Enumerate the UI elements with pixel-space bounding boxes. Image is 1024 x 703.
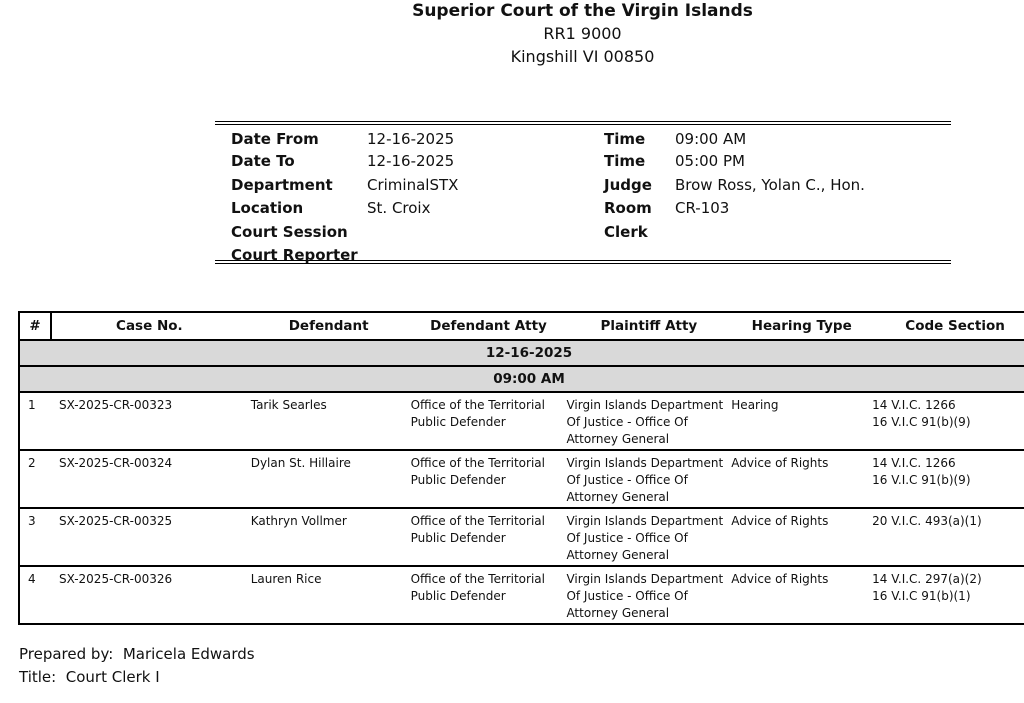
code-section: 14 V.I.C. 297(a)(2) 16 V.I.C 91(b)(1) xyxy=(872,566,1024,624)
time-group-row xyxy=(19,366,1024,392)
prepared-by-name: Maricela Edwards xyxy=(122,645,255,663)
date-group-row xyxy=(19,340,1024,366)
court-name: Superior Court of the Virgin Islands xyxy=(412,1,753,21)
clerk-label: Clerk xyxy=(604,223,648,241)
defendant-atty: Office of the Territorial Public Defender xyxy=(411,508,567,566)
date-from-value: 12-16-2025 xyxy=(367,130,455,148)
col-header-code-section: Code Section xyxy=(872,312,1024,340)
code-section: 14 V.I.C. 1266 16 V.I.C 91(b)(9) xyxy=(872,392,1024,450)
defendant-name: Dylan St. Hillaire xyxy=(247,450,411,508)
table-row xyxy=(19,392,1024,450)
hearing-type: Advice of Rights xyxy=(731,508,872,566)
date-group-label: 12-16-2025 xyxy=(19,340,1024,366)
date-from-label: Date From xyxy=(231,130,319,148)
prepared-by-line xyxy=(19,644,255,664)
defendant-name: Tarik Searles xyxy=(247,392,411,450)
court-address-line1: RR1 9000 xyxy=(543,24,622,43)
time-from-value: 09:00 AM xyxy=(675,130,747,148)
hearing-type: Advice of Rights xyxy=(731,566,872,624)
court-address-line2: Kingshill VI 00850 xyxy=(510,47,655,66)
room-value: CR-103 xyxy=(675,199,730,217)
title-line xyxy=(19,667,160,687)
row-num: 1 xyxy=(19,392,51,450)
date-to-value: 12-16-2025 xyxy=(367,152,455,170)
col-header-defendant: Defendant xyxy=(247,312,411,340)
location-label: Location xyxy=(231,199,304,217)
plaintiff-atty: Virgin Islands Department Of Justice - Office Of Attorney General xyxy=(566,508,731,566)
time-to-value: 05:00 PM xyxy=(675,152,745,170)
col-header-defendant-atty: Defendant Atty xyxy=(411,312,567,340)
location-value: St. Croix xyxy=(367,199,431,217)
case-number: SX-2025-CR-00325 xyxy=(51,508,247,566)
court-reporter-label: Court Reporter xyxy=(231,246,358,264)
judge-value: Brow Ross, Yolan C., Hon. xyxy=(675,176,865,194)
table-row xyxy=(19,566,1024,624)
case-number: SX-2025-CR-00326 xyxy=(51,566,247,624)
time-group-label: 09:00 AM xyxy=(19,366,1024,392)
date-to-label: Date To xyxy=(231,152,295,170)
department-label: Department xyxy=(231,176,333,194)
case-number: SX-2025-CR-00324 xyxy=(51,450,247,508)
court-session-label: Court Session xyxy=(231,223,348,241)
plaintiff-atty: Virgin Islands Department Of Justice - Office Of Attorney General xyxy=(566,450,731,508)
prepared-by-label: Prepared by: xyxy=(19,645,114,663)
room-label: Room xyxy=(604,199,652,217)
row-num: 4 xyxy=(19,566,51,624)
row-num: 2 xyxy=(19,450,51,508)
calendar-info-box xyxy=(215,121,951,264)
time-from-label: Time xyxy=(604,130,646,148)
defendant-atty: Office of the Territorial Public Defender xyxy=(411,392,567,450)
defendant-name: Kathryn Vollmer xyxy=(247,508,411,566)
table-header-row xyxy=(19,312,1024,340)
docket-table xyxy=(18,311,1024,625)
row-num: 3 xyxy=(19,508,51,566)
title-value: Court Clerk I xyxy=(65,668,160,686)
col-header-plaintiff-atty: Plaintiff Atty xyxy=(566,312,731,340)
hearing-type: Hearing xyxy=(731,392,872,450)
defendant-atty: Office of the Territorial Public Defender xyxy=(411,450,567,508)
time-to-label: Time xyxy=(604,152,646,170)
col-header-num: # xyxy=(19,312,51,340)
title-label: Title: xyxy=(19,668,57,686)
table-row xyxy=(19,450,1024,508)
defendant-atty: Office of the Territorial Public Defender xyxy=(411,566,567,624)
col-header-hearing-type: Hearing Type xyxy=(731,312,872,340)
code-section: 14 V.I.C. 1266 16 V.I.C 91(b)(9) xyxy=(872,450,1024,508)
judge-label: Judge xyxy=(604,176,652,194)
table-row xyxy=(19,508,1024,566)
case-number: SX-2025-CR-00323 xyxy=(51,392,247,450)
hearing-type: Advice of Rights xyxy=(731,450,872,508)
defendant-name: Lauren Rice xyxy=(247,566,411,624)
plaintiff-atty: Virgin Islands Department Of Justice - Office Of Attorney General xyxy=(566,566,731,624)
department-value: CriminalSTX xyxy=(367,176,459,194)
code-section: 20 V.I.C. 493(a)(1) xyxy=(872,508,1024,566)
col-header-case-no: Case No. xyxy=(51,312,247,340)
plaintiff-atty: Virgin Islands Department Of Justice - Office Of Attorney General xyxy=(566,392,731,450)
